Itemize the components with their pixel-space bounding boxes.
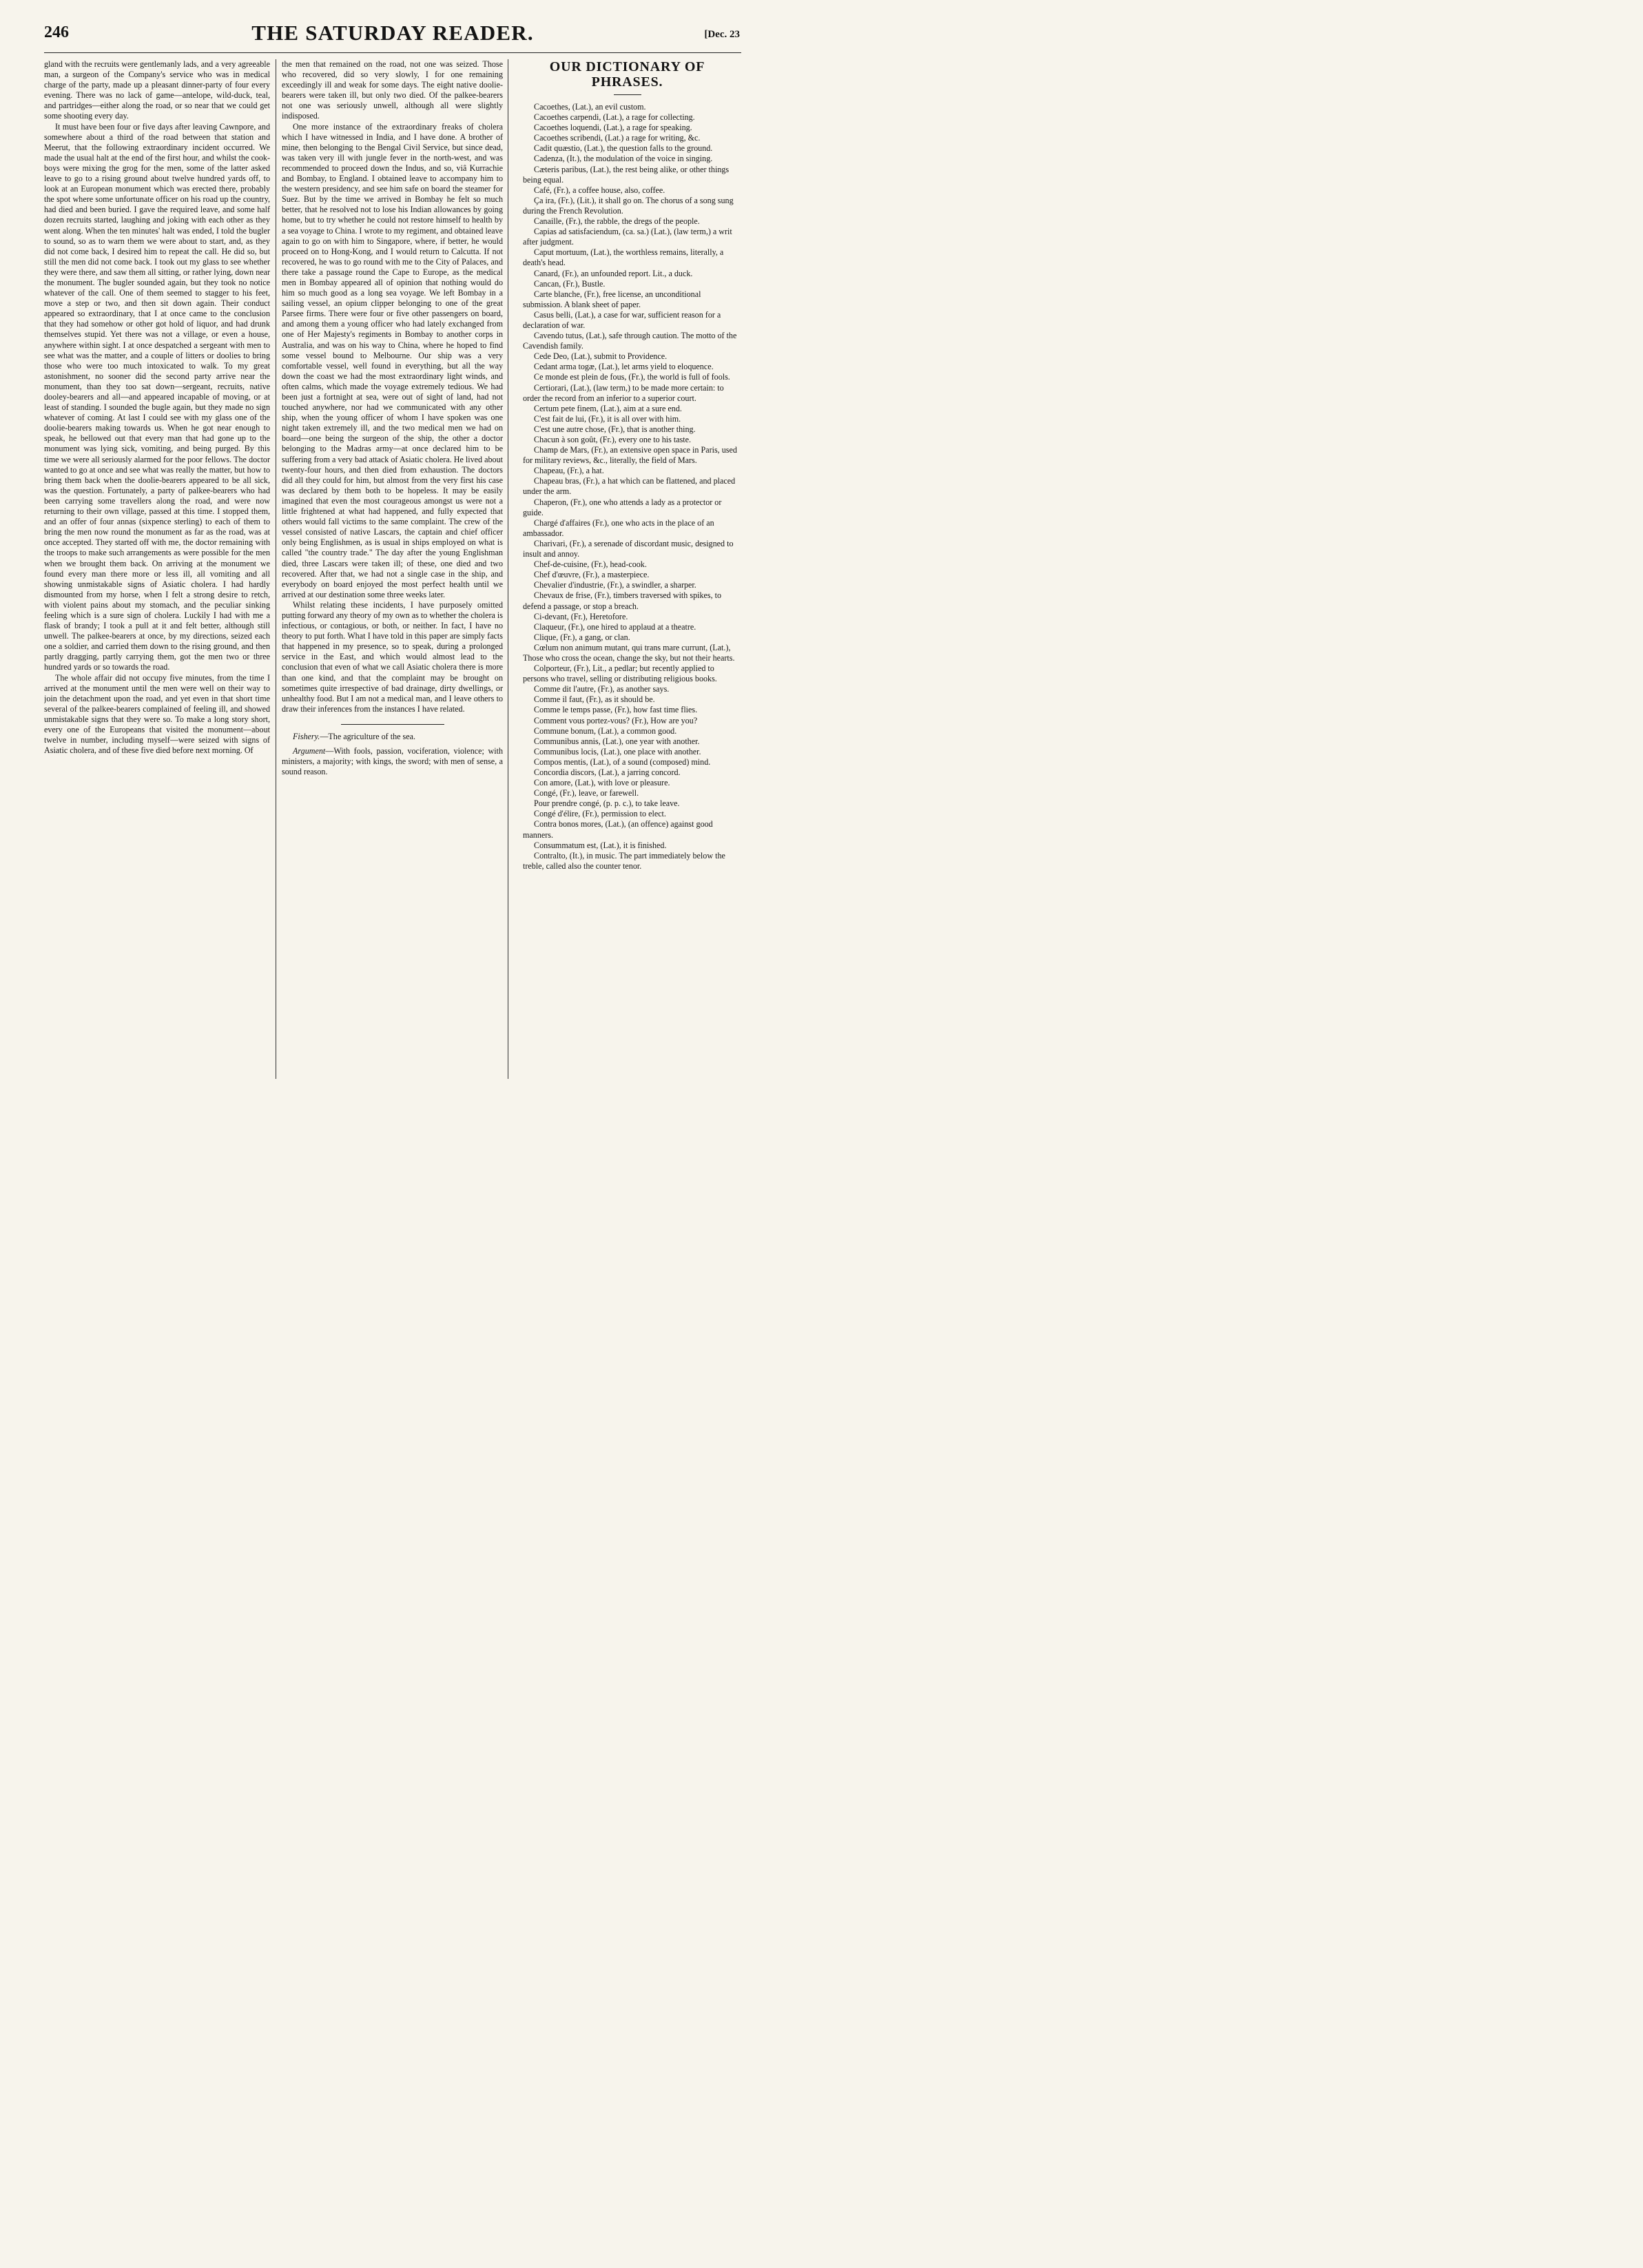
argument-definition bbox=[282, 746, 503, 777]
title-rule bbox=[614, 94, 641, 95]
dictionary-entry: Chevalier d'industrie, (Fr.), a swindler, a sharper. bbox=[534, 580, 696, 590]
dictionary-entry: Café, (Fr.), a coffee house, also, coffee. bbox=[534, 185, 665, 195]
dictionary-entry: Cœlum non animum mutant, qui trans mare currunt, (Lat.), Those who cross the ocean, change the sky, but not their hearts. bbox=[523, 642, 735, 663]
dictionary-entry: Caput mortuum, (Lat.), the worthless remains, literally, a death's head. bbox=[523, 247, 724, 268]
article-paragraph: gland with the recruits were gentlemanly lads, and a very agreeable man, a surgeon of the Company's service who was in medical charge of the party, made up a pleasant dinner-party of four every evening. There was no lack of game—antelope, wild-duck, teal, and partridges—either along the road, or so near that we could get some shooting every day. bbox=[44, 59, 270, 121]
dictionary-entry: Comme le temps passe, (Fr.), how fast time flies. bbox=[534, 705, 698, 715]
article-paragraph: One more instance of the extraordinary freaks of cholera which I have witnessed in India, and I have done. A brother of mine, then belonging to the Bengal Civil Service, but since dead, was taken very ill with jungle fever in the north-west, and was recommended to proceed down the Indus, and so, viâ Kurrachie and Bombay, to England. I obtained leave to accompany him to the western presidency, and see him safe on board the steamer for Suez. But by the time we arrived in Bombay he felt so much better, that he resolved not to lose his Indian allowances by going home, but to try whether he could not restore himself to health by a sea voyage to China. I wrote to my regiment, and obtained leave again to go on with him to Singapore, where, if better, he would proceed on to Hong-Kong, and I would return to Calcutta. If not recovered, he was to go round with me to the City of Palaces, and there take a passage round the Cape to Europe, as the medical men in Bombay appeared all of opinion that nothing would do him so much good as a long sea voyage. We left Bombay in a sailing vessel, an opium clipper belonging to one of the great Parsee firms. There were four or five other passengers on board, and among them a young officer who had lately exchanged from one of Her Majesty's regiments in Bombay to another corps in Australia, and was on his way to China, where he hoped to find some vessel bound to Melbourne. Our ship was a very comfortable vessel, well found in everything, but all the way down the coast we had the most extraordinary light winds, and often calms, which made the voyage extremely tedious. We had been just a fortnight at sea, were out of sight of land, had not touched anywhere, nor had we communicated with any other ship, when the young officer of whom I have spoken was one night taken extremely ill, and the two medical men we had on board—one being the surgeon of the ship, the other a doctor belonging to the Madras army—at once declared him to be suffering from a very bad attack of Asiatic cholera. He lived about twenty-four hours, and then died from exhaustion. The doctors did all they could for him, but almost from the very first his case was declared by them both to be hopeless. It may be easily imagined that even the most courageous amongst us were not a little frightened at what had happened, and fully expected that others would fall victims to the same complaint. The crew of the vessel consisted of native Lascars, the captain and chief officer only being Englishmen, as is usual in ships employed on what is called "the country trade." The day after the young Englishman died, three Lascars were taken ill; of these, one died and two recovered. After that, we had not a single case in the ship, and everybody on board enjoyed the most perfect health until we arrived at our destination some three weeks later. bbox=[282, 121, 503, 599]
dictionary-entry: Cacoethes, (Lat.), an evil custom. bbox=[534, 102, 646, 112]
dictionary-entry: Champ de Mars, (Fr.), an extensive open space in Paris, used for military reviews, &c., literally, the field of Mars. bbox=[523, 445, 737, 466]
dictionary-entry: Chevaux de frise, (Fr.), timbers traversed with spikes, to defend a passage, or stop a breach. bbox=[523, 590, 722, 611]
dictionary-entry: Contra bonos mores, (Lat.), (an offence) against good manners. bbox=[523, 819, 713, 840]
article-paragraph: It must have been four or five days after leaving Cawnpore, and somewhere about a third of the road between that station and Meerut, that the following extraordinary incident occurred. We made the usual halt at the end of the first hour, and whilst the cook-boys were mixing the grog for the men, some of the latter asked leave to go to a rising ground about twelve hundred yards off, to look at an European monument which was erected there, probably the spot where some unfortunate officer on his road up the country, had died and been buried. I gave the required leave, and some half dozen recruits started, laughing and joking with each other as they went along. When the ten minutes' halt was ended, I told the bugler to sound, so as to warn them we were about to start, and, as they did not come back, I desired him to repeat the call. He did so, but still the men did not come back. I took out my glass to see whether they were there, and saw them all sitting, or rather lying, down near the monument. The bugler sounded again, but they took no notice whatever of the call. One of them seemed to stagger to his feet, move a step or two, and then sit down again. Their conduct appeared so extraordinary, that I at once came to the conclusion that they had somehow or other got hold of liquor, and had drunk themselves stupid. Yet there was not a village, or even a house, anywhere within sight. I at once despatched a sergeant with men to see what was the matter, and a couple of litters or doolies to bring those who were too much intoxicated to walk. To my great astonishment, no sooner did the second party arrive near the monument, than they too sat down—sergeant, recruits, native dooley-bearers and all—and appeared incapable of moving, or at least of standing. I sounded the bugle again, but they made no sign whatever of coming. At last I could see with my glass one of the doolie-bearers making towards us. When he got near enough to speak, he bellowed out that every man that had gone up to the monument was lying sick, vomiting, and being purged. By this time we were all seriously alarmed for the poor fellows. The doctor wanted to go at once and see what was really the matter, but how to bring them back when the doolie-bearers appeared to be all sick, was the question. Fortunately, a party of palkee-bearers who had been carrying some travellers along the road, and were now returning to their own village, passed at this time. I stopped them, and an offer of four annas (sixpence sterling) to each of them to bring the men now round the monument as far as the road, was at once accepted. They started off with me, the doctor remaining with the troops to make such arrangements as were possible for the men when we brought them back. On arriving at the monument we found every man there more or less ill, all vomiting and all showing unmistakable signs of Asiatic cholera. I had hardly dismounted from my horse, when I felt a strong desire to retch, with violent pains about my stomach, and the peculiar sinking feeling which is a sure sign of cholera. Luckily I had with me a flask of brandy; I took a pull at it and felt better, although still unwell. The palkee-bearers at once, by my directions, seized each one a soldier, and carried them down to the rising ground, and then partly dragging, partly carrying them, got the men two or three hundred yards or so towards the road. bbox=[44, 121, 270, 672]
dictionary-entry: Comment vous portez-vous? (Fr.), How are you? bbox=[534, 715, 698, 725]
dictionary-entry: Chacun à son goût, (Fr.), every one to his taste. bbox=[534, 435, 692, 444]
masthead-title: THE SATURDAY READER. bbox=[251, 21, 534, 45]
issue-date: [Dec. 23 bbox=[704, 29, 740, 40]
dictionary-entry: Cadenza, (It.), the modulation of the voice in singing. bbox=[534, 154, 713, 164]
dictionary-entry: Chaperon, (Fr.), one who attends a lady as a protector or guide. bbox=[523, 497, 722, 517]
dictionary-entry: Canaille, (Fr.), the rabble, the dregs of the people. bbox=[534, 216, 700, 227]
dictionary-entry: Communibus annis, (Lat.), one year with another. bbox=[534, 736, 700, 746]
article-column-1 bbox=[44, 59, 270, 1079]
dictionary-entry: Communibus locis, (Lat.), one place with another. bbox=[534, 746, 701, 756]
dictionary-entry: Ci-devant, (Fr.), Heretofore. bbox=[534, 611, 628, 621]
dictionary-entry: Cavendo tutus, (Lat.), safe through caution. The motto of the Cavendish family. bbox=[523, 331, 737, 351]
page-number: 246 bbox=[44, 23, 69, 41]
dictionary-entry: Cæteris paribus, (Lat.), the rest being alike, or other things being equal. bbox=[523, 164, 730, 185]
dictionary-entry: C'est une autre chose, (Fr.), that is another thing. bbox=[534, 424, 696, 434]
newspaper-page bbox=[0, 0, 788, 1088]
dictionary-entry: Commune bonum, (Lat.), a common good. bbox=[534, 725, 677, 736]
dictionary-entry: Certum pete finem, (Lat.), aim at a sure end. bbox=[534, 403, 682, 413]
article-column-2 bbox=[282, 59, 503, 1079]
dictionary-entry: Chapeau bras, (Fr.), a hat which can be flattened, and placed under the arm. bbox=[523, 476, 736, 497]
dictionary-entry: Cedant arma togæ, (Lat.), let arms yield to eloquence. bbox=[534, 362, 714, 372]
dictionary-entry: C'est fait de lui, (Fr.), it is all over with him. bbox=[534, 413, 681, 424]
dictionary-entry: Ce monde est plein de fous, (Fr.), the world is full of fools. bbox=[534, 372, 730, 382]
dictionary-entry: Con amore, (Lat.), with love or pleasure. bbox=[534, 778, 670, 788]
dictionary-entry: Capias ad satisfaciendum, (ca. sa.) (Lat.), (law term,) a writ after judgment. bbox=[523, 227, 732, 247]
dictionary-entry: Claqueur, (Fr.), one hired to applaud at a theatre. bbox=[534, 621, 696, 632]
dictionary-entry: Congé d'élire, (Fr.), permission to elect. bbox=[534, 809, 666, 819]
dictionary-entry: Congé, (Fr.), leave, or farewell. bbox=[534, 788, 639, 798]
dictionary-entry: Charivari, (Fr.), a serenade of discordant music, designed to insult and annoy. bbox=[523, 538, 734, 559]
dictionary-entry: Cancan, (Fr.), Bustle. bbox=[534, 278, 606, 289]
dictionary-entry: Carte blanche, (Fr.), free license, an unconditional submission. A blank sheet of paper. bbox=[523, 289, 701, 309]
dictionary-entry: Chef-de-cuisine, (Fr.), head-cook. bbox=[534, 559, 647, 570]
article-paragraph: The whole affair did not occupy five minutes, from the time I arrived at the monument until the men were well on their way to join the detachment upon the road, and yet even in that short time several of the palkee-bearers complained of feeling ill, and showed unmistakable signs that they were so. To make a long story short, every one of the Europeans that visited the monument—about twelve in number, including myself—were seized with signs of Asiatic cholera, and of these five died before next morning. Of bbox=[44, 672, 270, 756]
fishery-text: —The agriculture of the sea. bbox=[320, 731, 415, 741]
dictionary-entry: Comme il faut, (Fr.), as it should be. bbox=[534, 694, 655, 705]
dictionary-entry: Cadit quæstio, (Lat.), the question falls to the ground. bbox=[534, 143, 713, 154]
dictionary-title: OUR DICTIONARY OF PHRASES. bbox=[549, 59, 705, 90]
dictionary-entry: Chapeau, (Fr.), a hat. bbox=[534, 466, 604, 476]
article-paragraph: the men that remained on the road, not one was seized. Those who recovered, did so very slowly, I for one remaining exceedingly ill and weak for some days. The eight native doolie-bearers were taken ill, but only two died. Of the palkee-bearers not one was seriously unwell, although all were slightly indisposed. bbox=[282, 59, 503, 121]
dictionary-entry: Compos mentis, (Lat.), of a sound (composed) mind. bbox=[534, 756, 711, 767]
dictionary-entry: Chargé d'affaires (Fr.), one who acts in the place of an ambassador. bbox=[523, 517, 714, 538]
page-header bbox=[44, 21, 741, 53]
dictionary-entry: Certiorari, (Lat.), (law term,) to be made more certain: to order the record from an inferior to a superior court. bbox=[523, 382, 724, 403]
article-paragraph: Whilst relating these incidents, I have purposely omitted putting forward any theory of my own as to whether the cholera is infectious, or contagious, or both, or neither. In fact, I have no theory to put forth. What I have told in this paper are simply facts that happened in my presence, so to speak, during a prolonged service in the East, and which would almost lead to the conclusion that even of what we call Asiatic cholera there is more than one kind, and that the complaint may be brought on sometimes quite irrespective of bad drainage, dirty dwellings, or unhealthy food. But I am not a medical man, and I leave others to draw their inferences from the instances I have related. bbox=[282, 599, 503, 714]
dictionary-entry: Comme dit l'autre, (Fr.), as another says. bbox=[534, 684, 670, 694]
dictionary-entry: Cacoethes scribendi, (Lat.) a rage for writing, &c. bbox=[534, 133, 701, 143]
dictionary-column bbox=[513, 59, 741, 1079]
dictionary-entries bbox=[513, 102, 741, 872]
dictionary-entry: Contralto, (It.), in music. The part immediately below the treble, called also the counter tenor. bbox=[523, 850, 725, 871]
fishery-term: Fishery. bbox=[293, 731, 320, 741]
dictionary-entry: Colporteur, (Fr.), Lit., a pedlar; but recently applied to persons who travel, selling or distributing religious books. bbox=[523, 663, 717, 684]
dictionary-entry: Canard, (Fr.), an unfounded report. Lit., a duck. bbox=[534, 268, 693, 278]
fishery-definition bbox=[282, 732, 503, 742]
dictionary-entry: Cacoethes carpendi, (Lat.), a rage for collecting. bbox=[534, 112, 695, 123]
dictionary-entry: Ça ira, (Fr.), (Lit.), it shall go on. The chorus of a song sung during the French Revolution. bbox=[523, 195, 734, 216]
argument-term: Argument bbox=[293, 746, 326, 756]
dictionary-entry: Cede Deo, (Lat.), submit to Providence. bbox=[534, 351, 668, 362]
argument-text: —With fools, passion, vociferation, violence; with ministers, a majority; with kings, the sword; with men of sense, a sound reason. bbox=[282, 746, 503, 777]
dictionary-entry: Casus belli, (Lat.), a case for war, sufficient reason for a declaration of war. bbox=[523, 309, 721, 330]
dictionary-entry: Cacoethes loquendi, (Lat.), a rage for speaking. bbox=[534, 123, 692, 133]
dictionary-entry: Concordia discors, (Lat.), a jarring concord. bbox=[534, 767, 681, 777]
dictionary-entry: Consummatum est, (Lat.), it is finished. bbox=[534, 840, 667, 850]
dictionary-entry: Clique, (Fr.), a gang, or clan. bbox=[534, 632, 630, 642]
dictionary-entry: Chef d'œuvre, (Fr.), a masterpiece. bbox=[534, 570, 650, 580]
section-separator bbox=[341, 724, 444, 725]
dictionary-entry: Pour prendre congé, (p. p. c.), to take leave. bbox=[534, 798, 680, 809]
